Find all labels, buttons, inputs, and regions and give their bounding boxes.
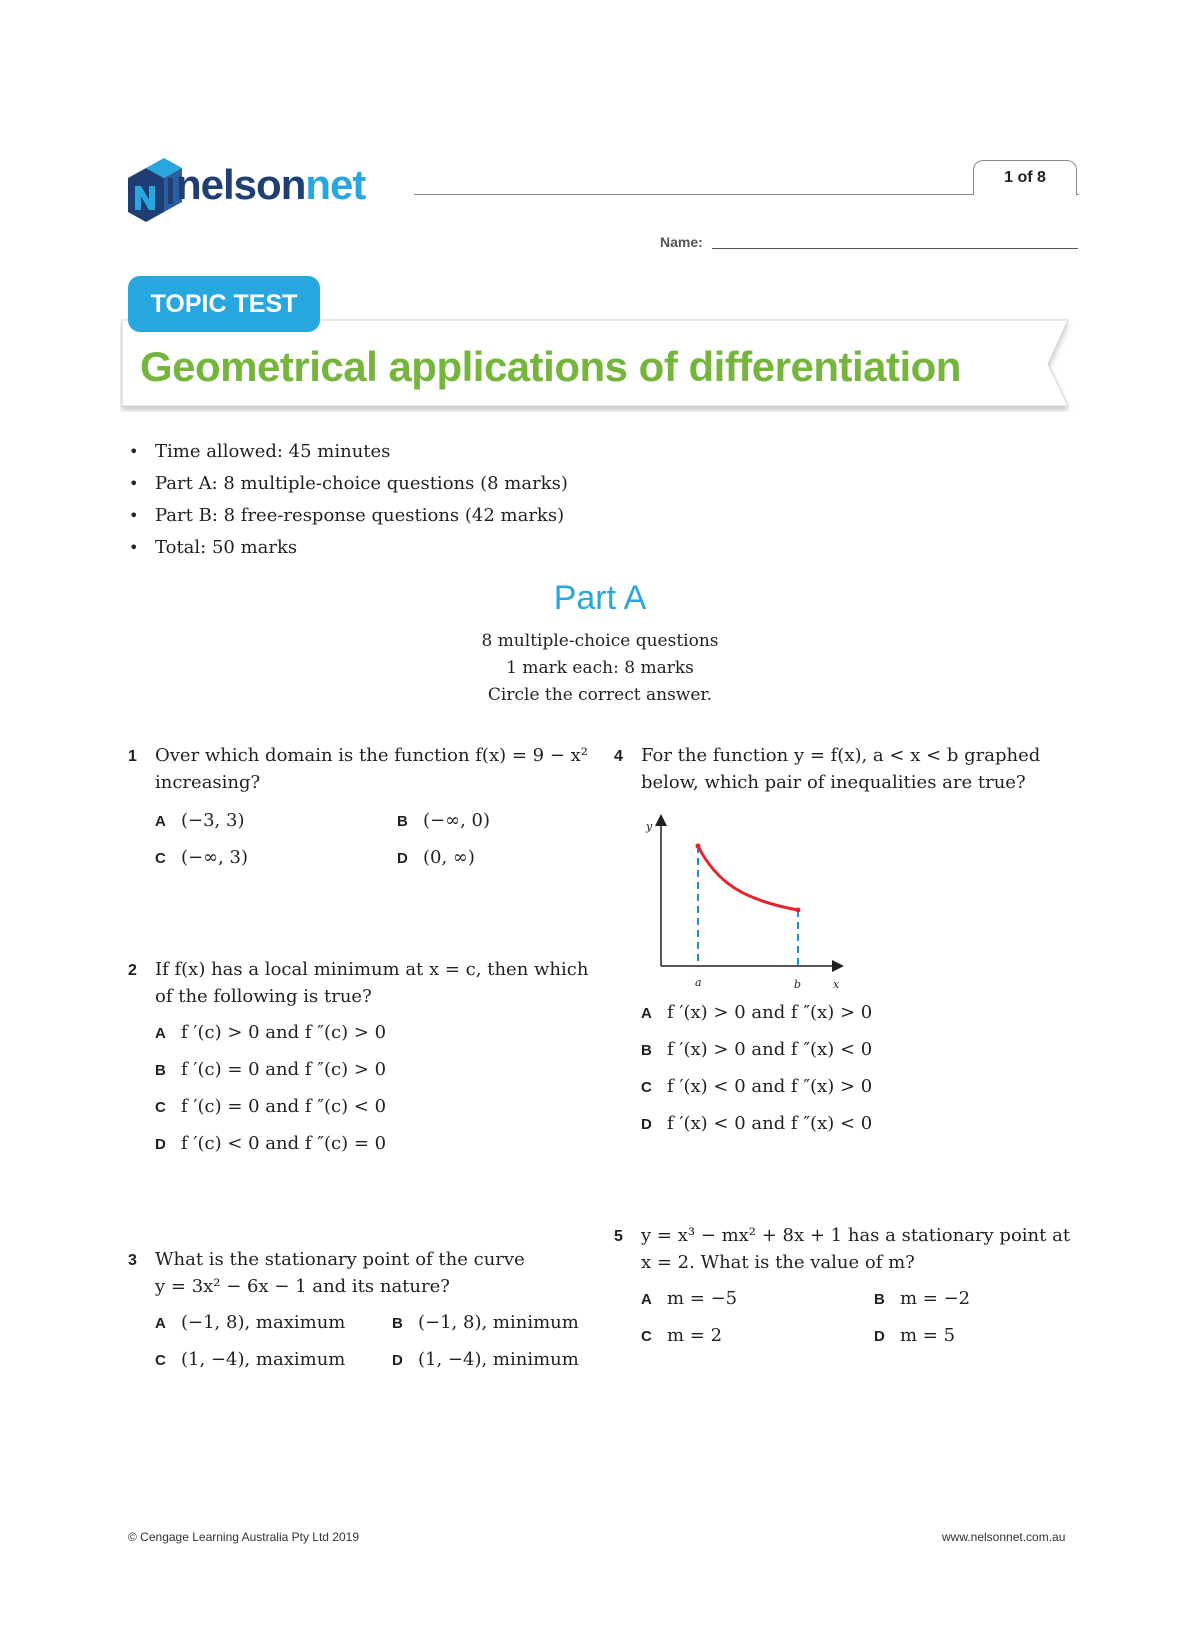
option-text: f ′(c) = 0 and f ″(c) < 0 [181,1096,387,1117]
part-a-sub-instruction: Circle the correct answer. [487,685,713,705]
y-axis-label: y [646,820,653,833]
option-letter: C [155,850,166,867]
option-d[interactable] [397,844,475,872]
part-a-sub-marks: 1 mark each: 8 marks [506,658,694,678]
option-text: (−∞, 3) [181,847,249,868]
question-text-line2: x = 2. What is the value of m? [641,1252,915,1273]
name-field-line[interactable] [712,248,1078,249]
x-axis-label: x [833,978,840,991]
b-label: b [794,978,802,991]
option-text: (0, ∞) [423,847,475,868]
option-letter: C [641,1079,652,1096]
option-a[interactable] [641,1285,737,1313]
question-number: 3 [128,1252,137,1269]
question-4 [614,742,1084,1132]
option-letter: A [641,1005,652,1022]
brand-wordmark-part1: nelson [176,161,306,208]
question-number: 2 [128,962,137,979]
option-text: (1, −4), minimum [418,1349,579,1370]
info-time-allowed: • Time allowed: 45 minutes [128,436,568,468]
footer-website-link[interactable]: www.nelsonnet.com.au [942,1530,1066,1544]
option-letter: C [641,1328,652,1345]
test-info-list [128,436,568,564]
option-d[interactable] [155,1130,386,1158]
page-title: Geometrical applications of differentiation [140,343,961,390]
option-text: f ′(c) = 0 and f ″(c) > 0 [181,1059,387,1080]
option-letter: B [874,1291,885,1308]
option-letter: C [155,1099,166,1116]
option-b[interactable] [874,1285,970,1313]
option-a[interactable] [641,999,872,1027]
info-part-a: • Part A: 8 multiple-choice questions (8 marks) [128,468,568,500]
part-a-sub-questions: 8 multiple-choice questions [481,631,719,651]
option-d[interactable] [392,1346,579,1374]
question-text-line1: y = x³ − mx² + 8x + 1 has a stationary point at [641,1225,1071,1246]
brand-wordmark-part2: net [305,161,366,208]
option-text: (−3, 3) [181,810,245,831]
option-text: f ′(x) > 0 and f ″(x) < 0 [667,1039,873,1060]
option-c[interactable] [641,1322,722,1350]
question-2 [128,956,588,1156]
option-text: m = 2 [667,1325,723,1346]
option-text: m = −2 [900,1288,971,1309]
option-text: (−∞, 0) [423,810,491,831]
option-a[interactable] [155,807,244,835]
footer-copyright: © Cengage Learning Australia Pty Ltd 2019 [128,1530,359,1544]
option-text: m = −5 [667,1288,738,1309]
question-text-line2: y = 3x² − 6x − 1 and its nature? [155,1276,450,1297]
page-indicator: 1 of 8 [973,160,1077,195]
option-text: f ′(c) > 0 and f ″(c) > 0 [181,1022,387,1043]
question-text-line2: of the following is true? [155,986,372,1007]
option-text: (1, −4), maximum [181,1349,346,1370]
question-3 [128,1246,588,1376]
function-curve [698,846,798,910]
option-letter: D [397,850,408,867]
option-letter: B [392,1315,403,1332]
option-text: (−1, 8), minimum [418,1312,579,1333]
option-a[interactable] [155,1309,345,1337]
option-c[interactable] [155,1346,345,1374]
part-a-instructions [0,628,1200,709]
option-b[interactable] [641,1036,872,1064]
option-c[interactable] [641,1073,872,1101]
question-number: 4 [614,748,623,765]
option-c[interactable] [155,1093,386,1121]
option-text: (−1, 8), maximum [181,1312,346,1333]
info-total: • Total: 50 marks [128,532,568,564]
option-letter: D [874,1328,885,1345]
part-a-heading: Part A [553,579,647,617]
name-label: Name: [660,234,703,250]
option-letter: B [641,1042,652,1059]
question-text-line1: For the function y = f(x), a < x < b graphed [641,745,1041,766]
option-letter: B [397,813,408,830]
option-text: f ′(x) < 0 and f ″(x) > 0 [667,1076,873,1097]
option-letter: D [641,1116,652,1133]
question-text-line2: increasing? [155,772,261,793]
option-letter: A [155,1315,166,1332]
brand-wordmark [176,160,365,210]
option-letter: A [155,1025,166,1042]
option-text: f ′(x) < 0 and f ″(x) < 0 [667,1113,873,1134]
option-b[interactable] [155,1056,386,1084]
option-d[interactable] [641,1110,872,1138]
a-label: a [695,976,702,989]
question-1 [128,742,588,882]
option-letter: A [641,1291,652,1308]
option-letter: D [392,1352,403,1369]
option-d[interactable] [874,1322,955,1350]
option-a[interactable] [155,1019,386,1047]
topic-test-tab: TOPIC TEST [128,276,320,332]
question-number: 5 [614,1228,623,1245]
option-letter: D [155,1136,166,1153]
option-b[interactable] [392,1309,579,1337]
option-text: f ′(x) > 0 and f ″(x) > 0 [667,1002,873,1023]
function-graph [638,812,878,992]
option-letter: A [155,813,166,830]
question-text-line1: What is the stationary point of the curve [155,1249,525,1270]
question-text-line2: below, which pair of inequalities are true? [641,772,1026,793]
option-text: f ′(c) < 0 and f ″(c) = 0 [181,1133,387,1154]
option-c[interactable] [155,844,248,872]
question-text-line1: Over which domain is the function f(x) = 9 − x² [155,745,589,766]
option-b[interactable] [397,807,490,835]
option-letter: C [155,1352,166,1369]
info-part-b: • Part B: 8 free-response questions (42 marks) [128,500,568,532]
question-5 [614,1222,1084,1352]
option-letter: B [155,1062,166,1079]
question-text-line1: If f(x) has a local minimum at x = c, then which [155,959,589,980]
question-number: 1 [128,748,137,765]
option-text: m = 5 [900,1325,956,1346]
